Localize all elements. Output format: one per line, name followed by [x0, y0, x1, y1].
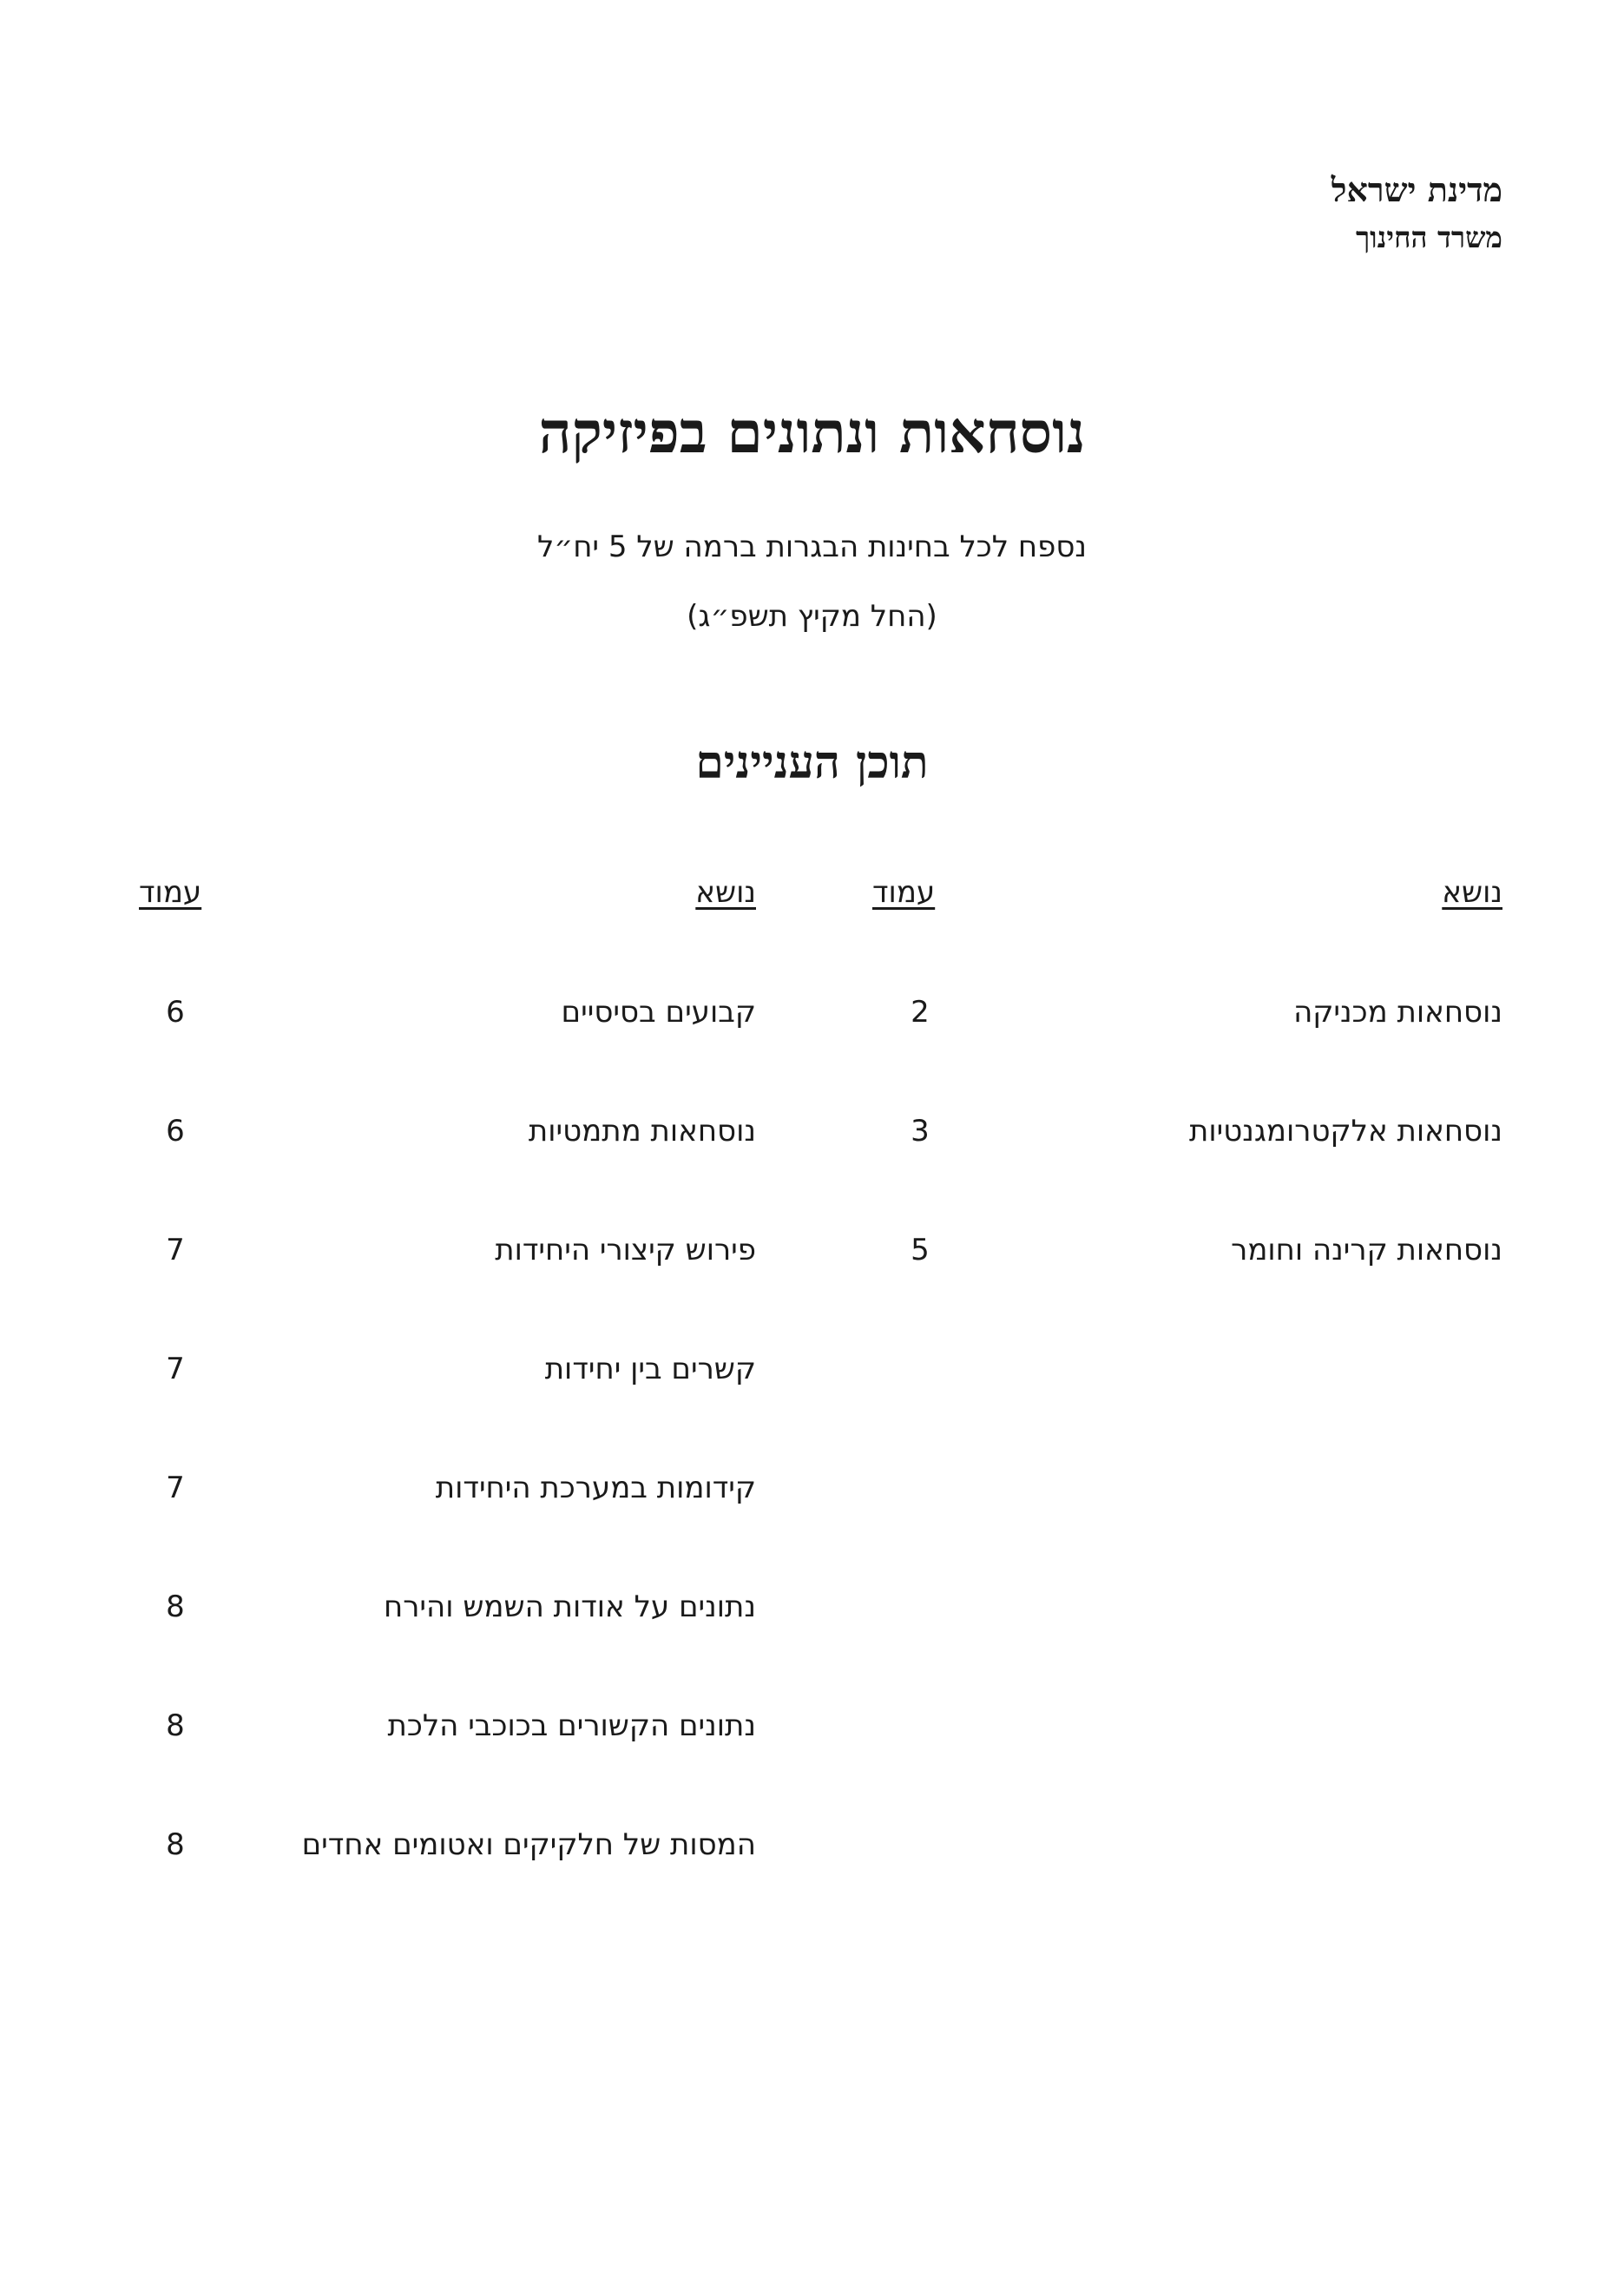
toc-entry-topic: נוסחאות מתמטיות: [528, 1114, 756, 1149]
toc-entry-topic: נוסחאות אלקטרומגנטיות: [1189, 1114, 1502, 1149]
toc-entry-topic: המסות של חלקיקים ואטומים אחדים: [301, 1827, 756, 1862]
toc-entry-topic: קשרים בין יחידות: [544, 1352, 756, 1386]
toc-right-page-header: עמוד: [872, 875, 936, 910]
toc-entry-page: 7: [166, 1233, 185, 1267]
toc-entry-page: 8: [166, 1827, 185, 1862]
toc-entry-topic: קידומות במערכת היחידות: [435, 1471, 756, 1505]
toc-entry-page: 8: [166, 1590, 185, 1624]
toc-entry-page: 3: [911, 1114, 930, 1149]
toc-right-topic-header: נושא: [1442, 875, 1502, 910]
toc-entry-page: 2: [911, 995, 930, 1030]
country-name: מדינת ישראל: [1331, 170, 1502, 209]
toc-entry-topic: פירוש קיצורי היחידות: [495, 1233, 756, 1267]
toc-entry-page: 8: [166, 1708, 185, 1743]
document-title: נוסחאות ונתונים בפיזיקה: [538, 398, 1086, 466]
toc-entry-topic: נוסחאות קרינה וחומר: [1231, 1233, 1502, 1267]
issuing-organization: [1331, 170, 1502, 254]
toc-entry-page: 5: [911, 1233, 930, 1267]
toc-entry-topic: קבועים בסיסיים: [561, 995, 756, 1030]
toc-heading: תוכן העניינים: [695, 736, 929, 789]
toc-entry-topic: נתונים על אודות השמש והירח: [384, 1590, 756, 1624]
toc-left-topic-header: נושא: [695, 875, 756, 910]
toc-entry-page: 7: [166, 1471, 185, 1505]
toc-entry-page: 6: [166, 1114, 185, 1149]
validity-note: (החל מקיץ תשפ״ג): [687, 599, 937, 634]
ministry-name: משרד החינוך: [1355, 220, 1502, 254]
document-subtitle: נספח לכל בחינות הבגרות ברמה של 5 יח״ל: [536, 530, 1088, 564]
toc-entry-topic: נוסחאות מכניקה: [1293, 995, 1502, 1030]
toc-entry-page: 6: [166, 995, 185, 1030]
toc-entry-topic: נתונים הקשורים בכוכבי הלכת: [387, 1708, 756, 1743]
toc-left-page-header: עמוד: [139, 875, 202, 910]
toc-entry-page: 7: [166, 1352, 185, 1386]
